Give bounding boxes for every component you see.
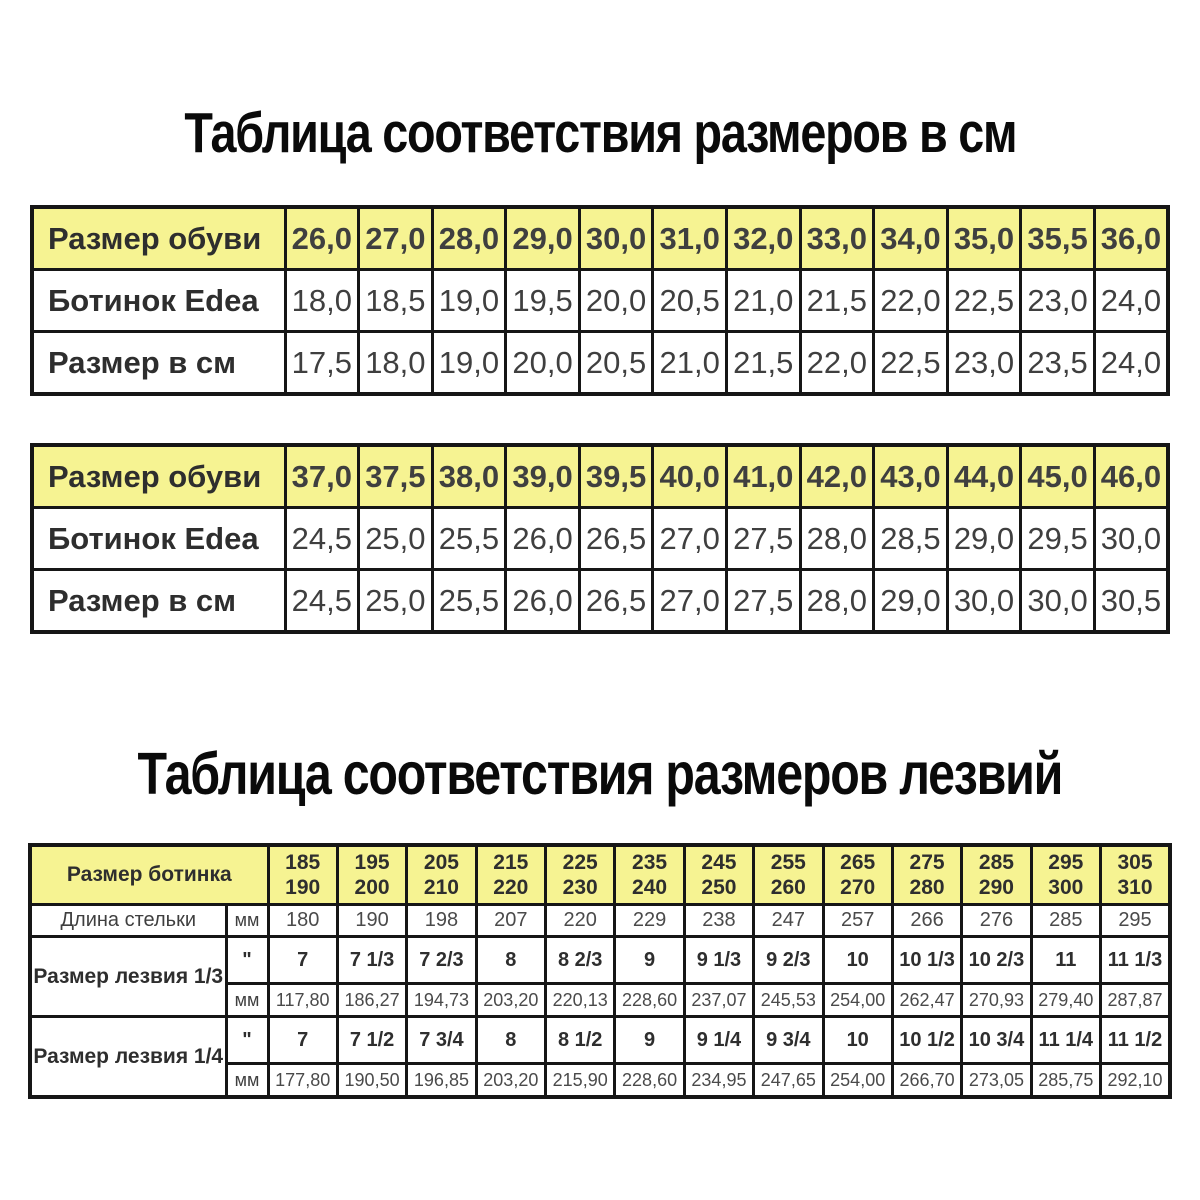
value-cell: 237,07 xyxy=(684,984,753,1017)
value-cell: 24,0 xyxy=(1094,332,1168,395)
section-title-cm-text: Таблица соответствия размеров в см xyxy=(183,101,1017,165)
header-top-value: 305 xyxy=(1117,851,1153,874)
value-cell: 190,50 xyxy=(337,1064,406,1098)
value-cell: 9 3/4 xyxy=(754,1017,823,1064)
value-cell: 19,0 xyxy=(432,332,506,395)
header-value-cell: 27,0 xyxy=(359,207,433,270)
value-cell: 7 xyxy=(268,937,337,984)
value-cell: 23,0 xyxy=(947,332,1021,395)
header-value-cell: 41,0 xyxy=(726,445,800,508)
value-cell: 19,5 xyxy=(506,270,580,332)
value-cell: 177,80 xyxy=(268,1064,337,1098)
table-row xyxy=(32,508,1168,570)
header-bottom-value: 190 xyxy=(285,876,321,899)
value-cell: 27,0 xyxy=(653,508,727,570)
value-cell: 190 xyxy=(337,905,406,937)
header-top-value: 295 xyxy=(1048,851,1084,874)
value-cell: 21,0 xyxy=(653,332,727,395)
value-cell: 203,20 xyxy=(476,1064,545,1098)
value-cell: 7 1/3 xyxy=(337,937,406,984)
header-value-cell: 45,0 xyxy=(1021,445,1095,508)
value-cell: 24,5 xyxy=(285,508,359,570)
header-top-value: 205 xyxy=(423,851,459,874)
unit-cell: мм xyxy=(226,905,268,937)
table-row xyxy=(32,332,1168,395)
header-value-cell: 43,0 xyxy=(874,445,948,508)
value-cell: 10 xyxy=(823,1017,892,1064)
header-value-cell xyxy=(684,845,753,905)
value-cell: 285,75 xyxy=(1031,1064,1100,1098)
header-value-cell xyxy=(1101,845,1171,905)
unit-cell: " xyxy=(226,937,268,984)
value-cell: 17,5 xyxy=(285,332,359,395)
header-top-value: 255 xyxy=(770,851,806,874)
value-cell: 22,0 xyxy=(800,332,874,395)
value-cell: 20,5 xyxy=(653,270,727,332)
header-value-cell: 46,0 xyxy=(1094,445,1168,508)
header-value-cell: 32,0 xyxy=(726,207,800,270)
value-cell: 21,5 xyxy=(726,332,800,395)
value-cell: 8 1/2 xyxy=(546,1017,615,1064)
value-cell: 28,5 xyxy=(874,508,948,570)
value-cell: 285 xyxy=(1031,905,1100,937)
value-cell: 196,85 xyxy=(407,1064,476,1098)
header-value-cell: 26,0 xyxy=(285,207,359,270)
value-cell: 8 xyxy=(476,937,545,984)
value-cell: 10 1/3 xyxy=(892,937,961,984)
header-bottom-value: 280 xyxy=(909,876,945,899)
value-cell: 20,0 xyxy=(506,332,580,395)
value-cell: 28,0 xyxy=(800,570,874,633)
value-cell: 228,60 xyxy=(615,984,684,1017)
value-cell: 292,10 xyxy=(1101,1064,1171,1098)
value-cell: 287,87 xyxy=(1101,984,1171,1017)
table-row xyxy=(30,845,1170,905)
value-cell: 11 1/3 xyxy=(1101,937,1171,984)
unit-cell: " xyxy=(226,1017,268,1064)
value-cell: 20,0 xyxy=(579,270,653,332)
value-cell: 29,0 xyxy=(947,508,1021,570)
value-cell: 117,80 xyxy=(268,984,337,1017)
value-cell: 10 2/3 xyxy=(962,937,1031,984)
value-cell: 24,5 xyxy=(285,570,359,633)
value-cell: 25,5 xyxy=(432,508,506,570)
value-cell: 7 xyxy=(268,1017,337,1064)
header-value-cell: 39,5 xyxy=(579,445,653,508)
header-value-cell xyxy=(962,845,1031,905)
value-cell: 10 3/4 xyxy=(962,1017,1031,1064)
header-top-value: 275 xyxy=(909,851,945,874)
value-cell: 27,5 xyxy=(726,570,800,633)
row-label-cell: Ботинок Edea xyxy=(32,270,285,332)
header-top-value: 285 xyxy=(978,851,1014,874)
table-row xyxy=(30,937,1170,984)
value-cell: 9 1/4 xyxy=(684,1017,753,1064)
value-cell: 234,95 xyxy=(684,1064,753,1098)
row-label-cell: Размер обуви xyxy=(32,445,285,508)
value-cell: 9 xyxy=(615,937,684,984)
section-title-cm xyxy=(0,100,1200,166)
value-cell: 273,05 xyxy=(962,1064,1031,1098)
header-value-cell: 35,0 xyxy=(947,207,1021,270)
table-row xyxy=(30,1017,1170,1064)
header-value-cell xyxy=(823,845,892,905)
value-cell: 18,0 xyxy=(359,332,433,395)
header-value-cell: 39,0 xyxy=(506,445,580,508)
header-value-cell: 37,5 xyxy=(359,445,433,508)
value-cell: 279,40 xyxy=(1031,984,1100,1017)
section-title-blades xyxy=(0,740,1200,808)
header-value-cell: 34,0 xyxy=(874,207,948,270)
header-value-cell xyxy=(754,845,823,905)
value-cell: 203,20 xyxy=(476,984,545,1017)
value-cell: 10 xyxy=(823,937,892,984)
value-cell: 30,0 xyxy=(1094,508,1168,570)
value-cell: 21,5 xyxy=(800,270,874,332)
value-cell: 220 xyxy=(546,905,615,937)
unit-cell: мм xyxy=(226,1064,268,1098)
value-cell: 220,13 xyxy=(546,984,615,1017)
section-title-blades-text: Таблица соответствия размеров лезвий xyxy=(137,741,1063,807)
header-bottom-value: 290 xyxy=(978,876,1014,899)
value-cell: 262,47 xyxy=(892,984,961,1017)
header-value-cell xyxy=(337,845,406,905)
value-cell: 18,5 xyxy=(359,270,433,332)
value-cell: 207 xyxy=(476,905,545,937)
header-bottom-value: 260 xyxy=(770,876,806,899)
value-cell: 8 2/3 xyxy=(546,937,615,984)
value-cell: 194,73 xyxy=(407,984,476,1017)
value-cell: 198 xyxy=(407,905,476,937)
header-top-value: 195 xyxy=(354,851,390,874)
row-label-cell: Размер обуви xyxy=(32,207,285,270)
value-cell: 30,0 xyxy=(947,570,1021,633)
header-value-cell: 42,0 xyxy=(800,445,874,508)
header-value-cell xyxy=(892,845,961,905)
header-value-cell: 33,0 xyxy=(800,207,874,270)
value-cell: 7 1/2 xyxy=(337,1017,406,1064)
value-cell: 25,0 xyxy=(359,570,433,633)
header-bottom-value: 250 xyxy=(701,876,737,899)
value-cell: 247,65 xyxy=(754,1064,823,1098)
value-cell: 26,0 xyxy=(506,508,580,570)
header-value-cell xyxy=(615,845,684,905)
value-cell: 257 xyxy=(823,905,892,937)
header-bottom-value: 230 xyxy=(562,876,598,899)
value-cell: 11 1/4 xyxy=(1031,1017,1100,1064)
value-cell: 186,27 xyxy=(337,984,406,1017)
value-cell: 245,53 xyxy=(754,984,823,1017)
header-top-value: 235 xyxy=(632,851,668,874)
value-cell: 18,0 xyxy=(285,270,359,332)
value-cell: 266,70 xyxy=(892,1064,961,1098)
header-top-value: 245 xyxy=(701,851,737,874)
header-value-cell xyxy=(268,845,337,905)
header-bottom-value: 210 xyxy=(423,876,459,899)
row-label-cell: Размер лезвия 1/3 xyxy=(30,937,226,1017)
value-cell: 266 xyxy=(892,905,961,937)
table-row xyxy=(30,905,1170,937)
header-bottom-value: 220 xyxy=(493,876,529,899)
header-value-cell: 29,0 xyxy=(506,207,580,270)
value-cell: 23,0 xyxy=(1021,270,1095,332)
value-cell: 229 xyxy=(615,905,684,937)
value-cell: 11 xyxy=(1031,937,1100,984)
header-value-cell: 35,5 xyxy=(1021,207,1095,270)
header-value-cell xyxy=(546,845,615,905)
shoe-size-table-2 xyxy=(30,443,1170,634)
value-cell: 22,0 xyxy=(874,270,948,332)
value-cell: 11 1/2 xyxy=(1101,1017,1171,1064)
value-cell: 25,0 xyxy=(359,508,433,570)
value-cell: 22,5 xyxy=(874,332,948,395)
row-label-cell: Длина стельки xyxy=(30,905,226,937)
header-value-cell: 31,0 xyxy=(653,207,727,270)
header-bottom-value: 240 xyxy=(632,876,668,899)
value-cell: 10 1/2 xyxy=(892,1017,961,1064)
value-cell: 215,90 xyxy=(546,1064,615,1098)
row-label-cell: Ботинок Edea xyxy=(32,508,285,570)
header-top-value: 225 xyxy=(562,851,598,874)
header-bottom-value: 310 xyxy=(1117,876,1153,899)
value-cell: 23,5 xyxy=(1021,332,1095,395)
header-bottom-value: 200 xyxy=(354,876,390,899)
value-cell: 22,5 xyxy=(947,270,1021,332)
value-cell: 238 xyxy=(684,905,753,937)
value-cell: 26,5 xyxy=(579,508,653,570)
header-top-value: 215 xyxy=(493,851,529,874)
value-cell: 7 2/3 xyxy=(407,937,476,984)
value-cell: 7 3/4 xyxy=(407,1017,476,1064)
value-cell: 26,0 xyxy=(506,570,580,633)
header-value-cell: 38,0 xyxy=(432,445,506,508)
value-cell: 27,5 xyxy=(726,508,800,570)
table-row xyxy=(32,445,1168,508)
value-cell: 20,5 xyxy=(579,332,653,395)
table-row xyxy=(32,270,1168,332)
value-cell: 30,0 xyxy=(1021,570,1095,633)
value-cell: 26,5 xyxy=(579,570,653,633)
row-label-cell: Размер ботинка xyxy=(30,845,268,905)
value-cell: 30,5 xyxy=(1094,570,1168,633)
value-cell: 19,0 xyxy=(432,270,506,332)
header-value-cell: 30,0 xyxy=(579,207,653,270)
value-cell: 28,0 xyxy=(800,508,874,570)
value-cell: 9 xyxy=(615,1017,684,1064)
header-value-cell xyxy=(1031,845,1100,905)
row-label-cell: Размер в см xyxy=(32,570,285,633)
value-cell: 276 xyxy=(962,905,1031,937)
value-cell: 270,93 xyxy=(962,984,1031,1017)
value-cell: 29,5 xyxy=(1021,508,1095,570)
value-cell: 27,0 xyxy=(653,570,727,633)
header-value-cell: 40,0 xyxy=(653,445,727,508)
value-cell: 180 xyxy=(268,905,337,937)
table-row xyxy=(32,570,1168,633)
header-top-value: 265 xyxy=(840,851,876,874)
value-cell: 254,00 xyxy=(823,1064,892,1098)
value-cell: 9 1/3 xyxy=(684,937,753,984)
value-cell: 254,00 xyxy=(823,984,892,1017)
blade-size-table xyxy=(28,843,1172,1099)
value-cell: 29,0 xyxy=(874,570,948,633)
value-cell: 24,0 xyxy=(1094,270,1168,332)
value-cell: 8 xyxy=(476,1017,545,1064)
value-cell: 295 xyxy=(1101,905,1171,937)
unit-cell: мм xyxy=(226,984,268,1017)
header-value-cell xyxy=(407,845,476,905)
value-cell: 9 2/3 xyxy=(754,937,823,984)
value-cell: 247 xyxy=(754,905,823,937)
header-bottom-value: 270 xyxy=(840,876,876,899)
header-value-cell: 37,0 xyxy=(285,445,359,508)
table-row xyxy=(32,207,1168,270)
header-bottom-value: 300 xyxy=(1048,876,1084,899)
header-value-cell xyxy=(476,845,545,905)
row-label-cell: Размер лезвия 1/4 xyxy=(30,1017,226,1098)
row-label-cell: Размер в см xyxy=(32,332,285,395)
header-top-value: 185 xyxy=(285,851,321,874)
header-value-cell: 36,0 xyxy=(1094,207,1168,270)
header-value-cell: 28,0 xyxy=(432,207,506,270)
value-cell: 228,60 xyxy=(615,1064,684,1098)
header-value-cell: 44,0 xyxy=(947,445,1021,508)
value-cell: 25,5 xyxy=(432,570,506,633)
shoe-size-table-1 xyxy=(30,205,1170,396)
value-cell: 21,0 xyxy=(726,270,800,332)
